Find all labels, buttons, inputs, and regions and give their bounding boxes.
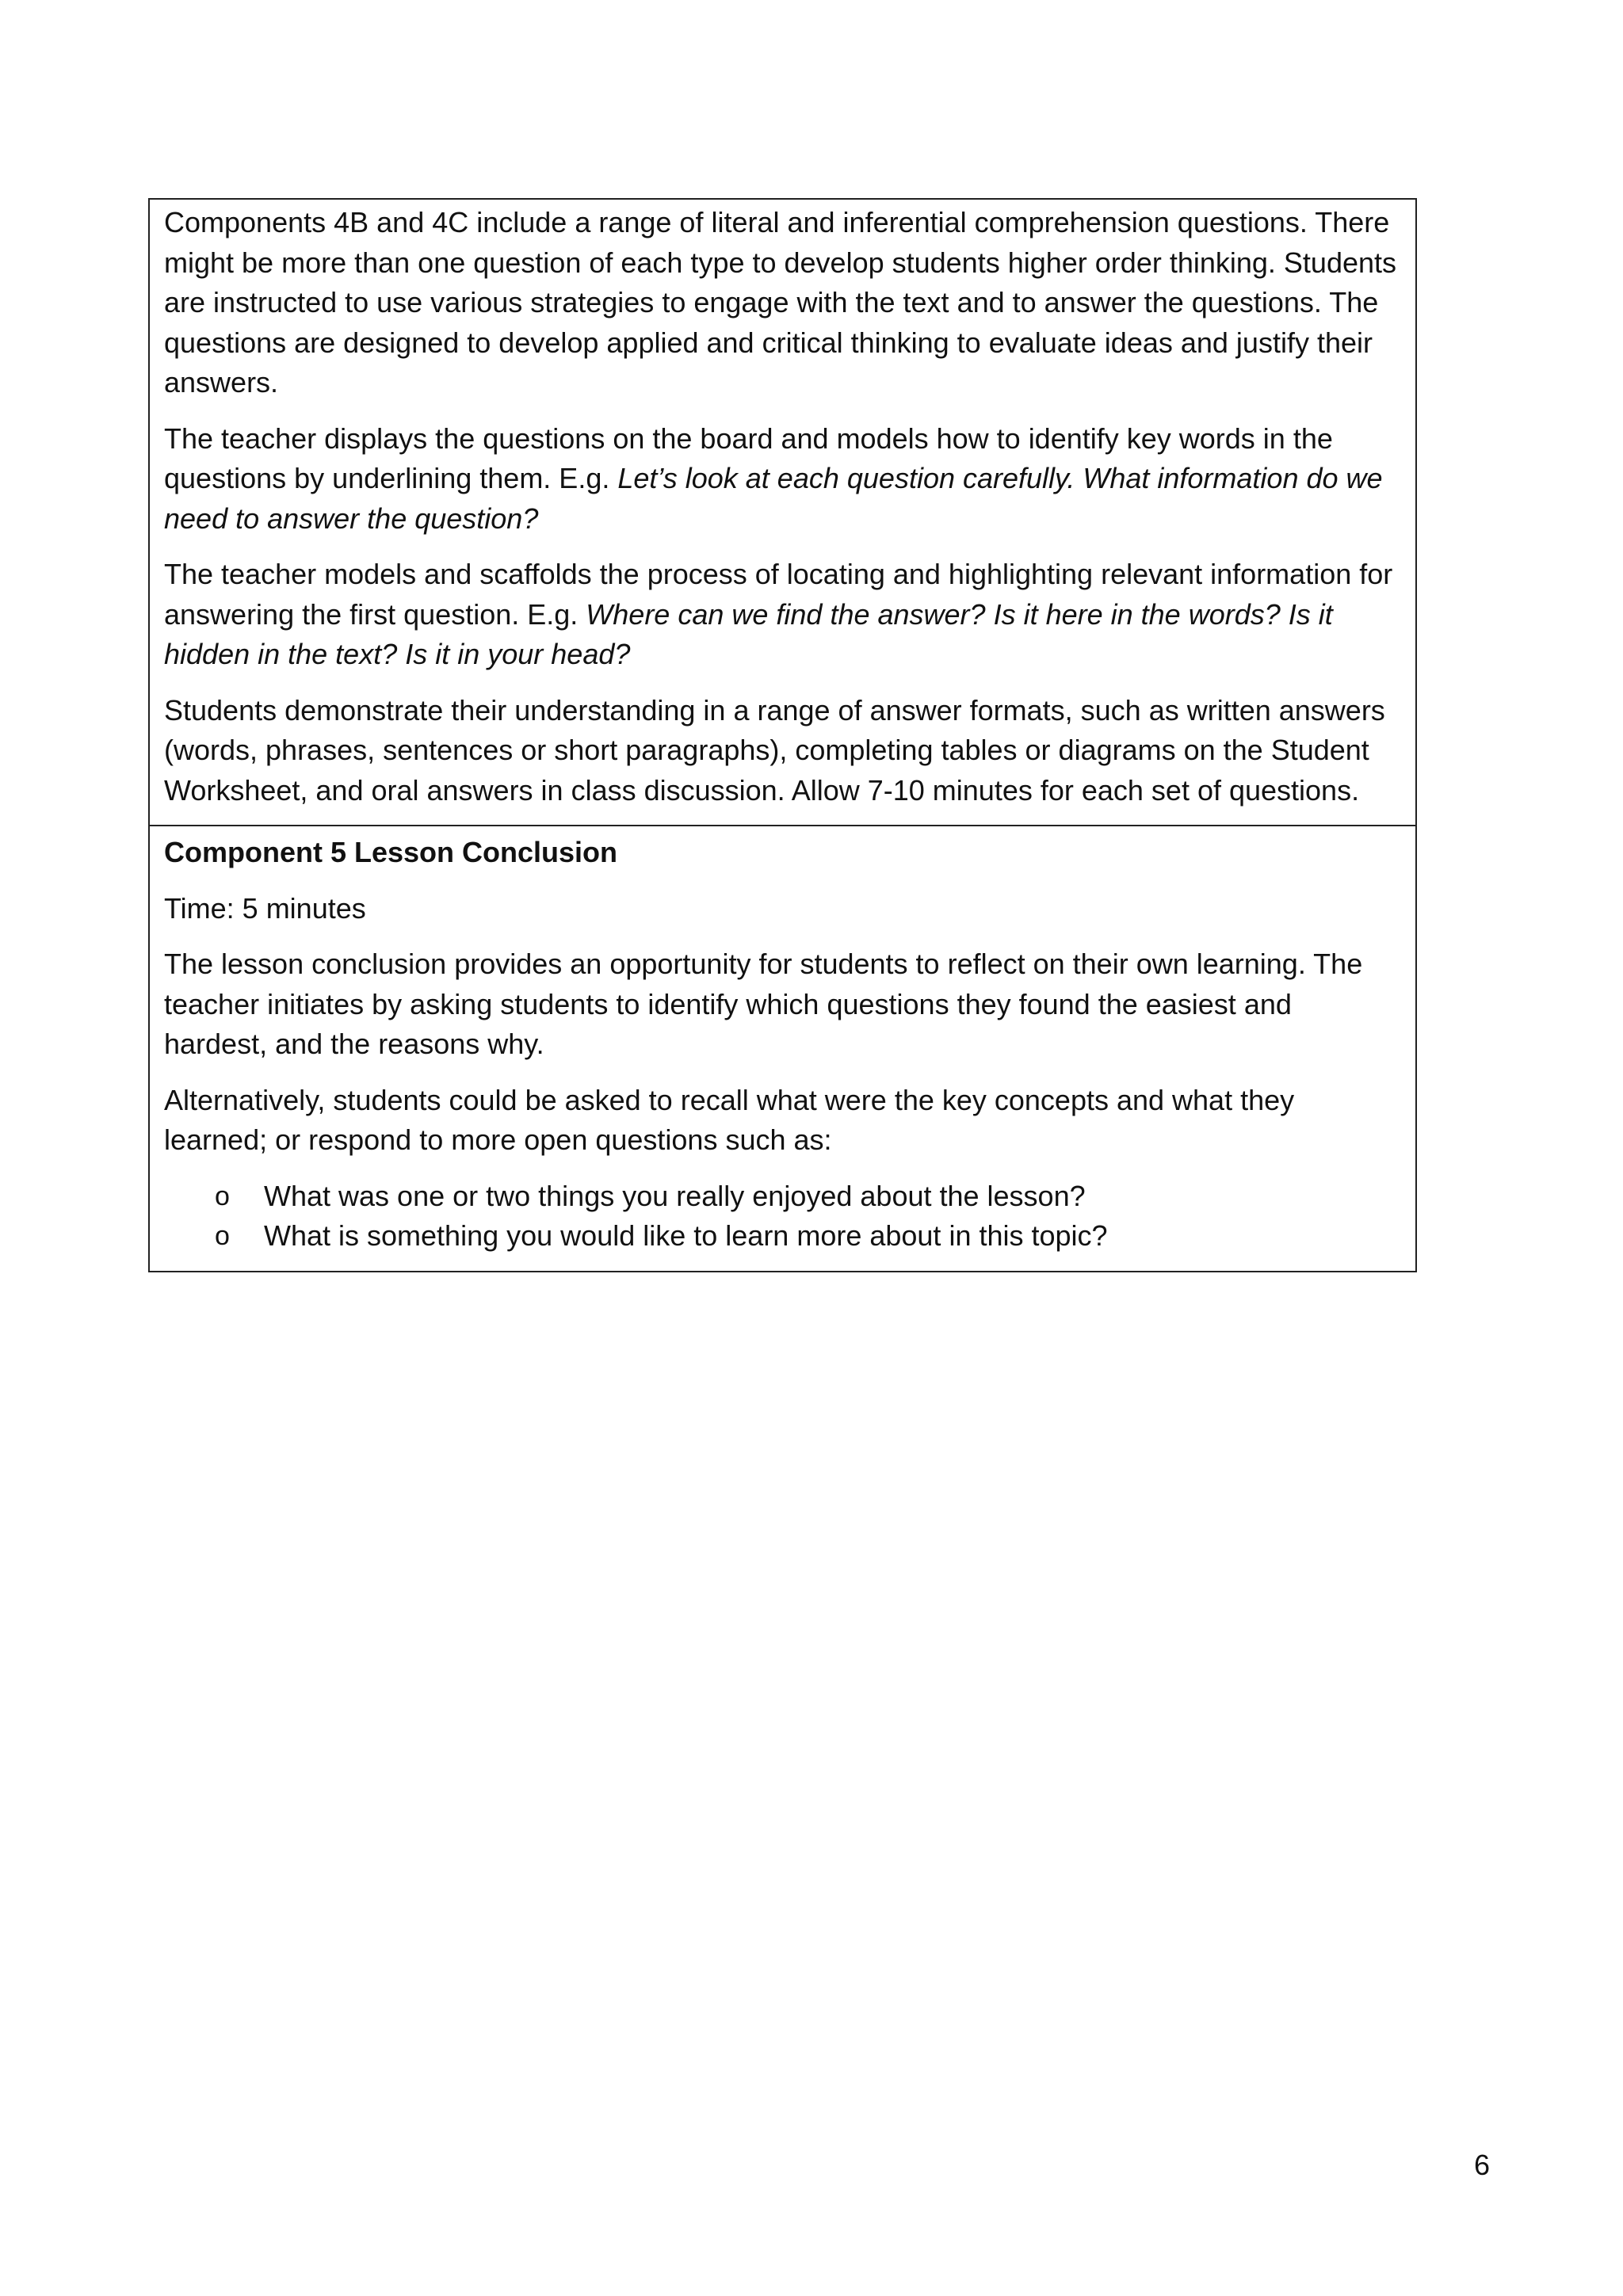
alternative-paragraph: Alternatively, students could be asked to recall what were the key concepts and what they learned; or respond to more open questions such as:	[164, 1083, 1295, 1156]
scaffolding-example: Where can we find the answer? Is it here in the words? Is it hidden in the text? Is it in your head?	[164, 597, 1333, 670]
answer-formats-paragraph: Students demonstrate their understanding in a range of answer formats, such as written answers (words, phrases, sentences or short paragraphs), completing tables or diagrams on the Student Worksheet, and oral answers in class discussion. Allow 7-10 minutes for each set of questions.	[164, 693, 1385, 807]
scaffolding-text: The teacher models and scaffolds the process of locating and highlighting relevant information for answering the first question. E.g.	[164, 558, 1393, 631]
modelling-text: The teacher displays the questions on the board and models how to identify key words in the questions by underlining them. E.g.	[164, 421, 1333, 494]
modelling-paragraph	[164, 419, 1401, 540]
modelling-example: Let’s look at each question carefully. What information do we need to answer the question?	[164, 462, 1383, 535]
list-item	[164, 1216, 1401, 1257]
list-item-text: What is something you would like to learn more about in this topic?	[264, 1219, 1108, 1252]
list-item-text: What was one or two things you really enjoyed about the lesson?	[264, 1179, 1086, 1212]
page-number: 6	[1473, 2149, 1491, 2181]
conclusion-paragraph: The lesson conclusion provides an opportunity for students to reflect on their own learning. The teacher initiates by asking students to identify which questions they found the easiest and hardest, and the reasons why.	[164, 948, 1363, 1060]
bullet-marker: o	[215, 1221, 230, 1251]
time-label: Time: 5 minutes	[164, 891, 366, 925]
bullet-marker: o	[215, 1180, 230, 1211]
scaffolding-paragraph	[164, 555, 1401, 675]
list-item	[164, 1177, 1401, 1217]
lesson-conclusion-cell	[150, 825, 1415, 1271]
section-heading: Component 5 Lesson Conclusion	[164, 836, 618, 868]
components-paragraph: Components 4B and 4C include a range of literal and inferential comprehension questions. There might be more than one question of each type to develop students higher order thinking. Students are instructed to use various strategies to engage with the text and to answer the questions. The questions are designed to develop applied and critical thinking to evaluate ideas and justify their answers.	[164, 206, 1397, 399]
lesson-table	[148, 198, 1417, 1272]
comprehension-cell	[150, 200, 1415, 825]
question-list	[164, 1177, 1401, 1257]
